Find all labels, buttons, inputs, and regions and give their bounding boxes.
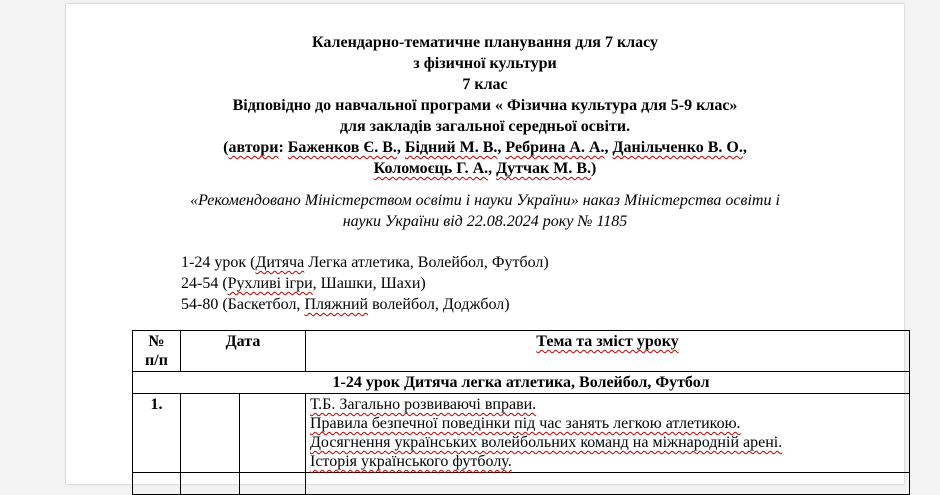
- range-flagged-word: Рухливі ігри: [227, 275, 313, 292]
- author-dutchak: Дутчак М. В.: [496, 160, 592, 177]
- separator: ,: [742, 139, 747, 156]
- range-prefix: 54-80 (Баскетбол,: [181, 296, 305, 313]
- range-item: [181, 273, 549, 294]
- range-rest: , Шашки, Шахи): [312, 275, 426, 292]
- column-header-number-line1: №: [148, 333, 165, 350]
- colon: :: [278, 139, 288, 156]
- author-danilchenko: Данільченко В. О.: [612, 139, 743, 156]
- range-flagged-word: Дитяча: [255, 254, 305, 271]
- header-title: Календарно-тематичне планування для 7 класу: [311, 34, 659, 51]
- table-row: [133, 473, 910, 495]
- column-header-number-line2: п/п: [145, 352, 168, 369]
- separator: ,: [396, 139, 405, 156]
- column-header-date: Дата: [181, 331, 306, 372]
- topic-line: Досягнення українських волейбольних команд на міжнародній арені.: [310, 434, 783, 451]
- range-prefix: 1-24 урок (: [181, 254, 256, 271]
- recommendation-line1: «Рекомендовано Міністерством освіти і науки України» наказ Міністерства освіти і: [190, 192, 780, 209]
- lesson-ranges: [181, 252, 549, 315]
- column-header-number: [133, 331, 181, 372]
- authors-word: автори: [228, 139, 279, 156]
- date-cell-actual[interactable]: [240, 394, 306, 473]
- separator: ,: [488, 160, 497, 177]
- author-bazhenkov: Баженков Є. В.: [287, 139, 397, 156]
- topic-cell: [306, 394, 910, 473]
- header-subject: з фізичної культури: [413, 55, 557, 72]
- date-cell-planned[interactable]: [181, 473, 240, 495]
- topic-cell: [306, 473, 910, 495]
- document-page: [66, 4, 904, 484]
- author-bidnyi: Бідний М. В.: [404, 139, 498, 156]
- paren-close: ): [591, 160, 597, 177]
- range-rest: Легка атлетика, Волейбол, Футбол): [304, 254, 549, 271]
- range-item: [181, 294, 549, 315]
- lesson-plan-table: [132, 330, 910, 495]
- table-section-row: [133, 372, 910, 394]
- topic-line: Історія українського футболу.: [310, 453, 512, 470]
- header-authors-line1: [66, 137, 904, 158]
- header-institutions: для закладів загальної середньої освіти.: [339, 118, 631, 135]
- recommendation-line2: науки України від 22.08.2024 року № 1185: [342, 213, 628, 230]
- recommendation-note: [66, 190, 904, 232]
- range-prefix: 24-54 (: [181, 275, 228, 292]
- range-flagged-word: Пляжний: [304, 296, 369, 313]
- header-grade: 7 клас: [462, 76, 508, 93]
- column-header-topic: [306, 331, 910, 372]
- header-authors-line2: [66, 158, 904, 179]
- document-header: [66, 32, 904, 179]
- date-cell-planned[interactable]: [181, 394, 240, 473]
- topic-line: Т.Б. Загально розвиваючі вправи.: [310, 396, 537, 413]
- column-header-topic-text: Тема та зміст уроку: [536, 333, 679, 350]
- row-number: [133, 473, 181, 495]
- paren-open: (: [223, 139, 229, 156]
- range-item: [181, 252, 549, 273]
- separator: ,: [604, 139, 613, 156]
- row-number: 1.: [133, 394, 181, 473]
- author-rebryna: Ребрина А. А.: [505, 139, 605, 156]
- section-title: 1-24 урок Дитяча легка атлетика, Волейбол, Футбол: [133, 372, 910, 394]
- date-cell-actual[interactable]: [240, 473, 306, 495]
- topic-line: Правила безпечної поведінки під час занять легкою атлетикою.: [310, 415, 741, 432]
- separator: ,: [497, 139, 506, 156]
- range-rest: волейбол, Доджбол): [368, 296, 510, 313]
- table-row: [133, 394, 910, 473]
- header-program: Відповідно до навчальної програми « Фізична культура для 5-9 клас»: [232, 97, 738, 114]
- table-header-row: [133, 331, 910, 372]
- author-kolomoets: Коломоєць Г. А.: [373, 160, 489, 177]
